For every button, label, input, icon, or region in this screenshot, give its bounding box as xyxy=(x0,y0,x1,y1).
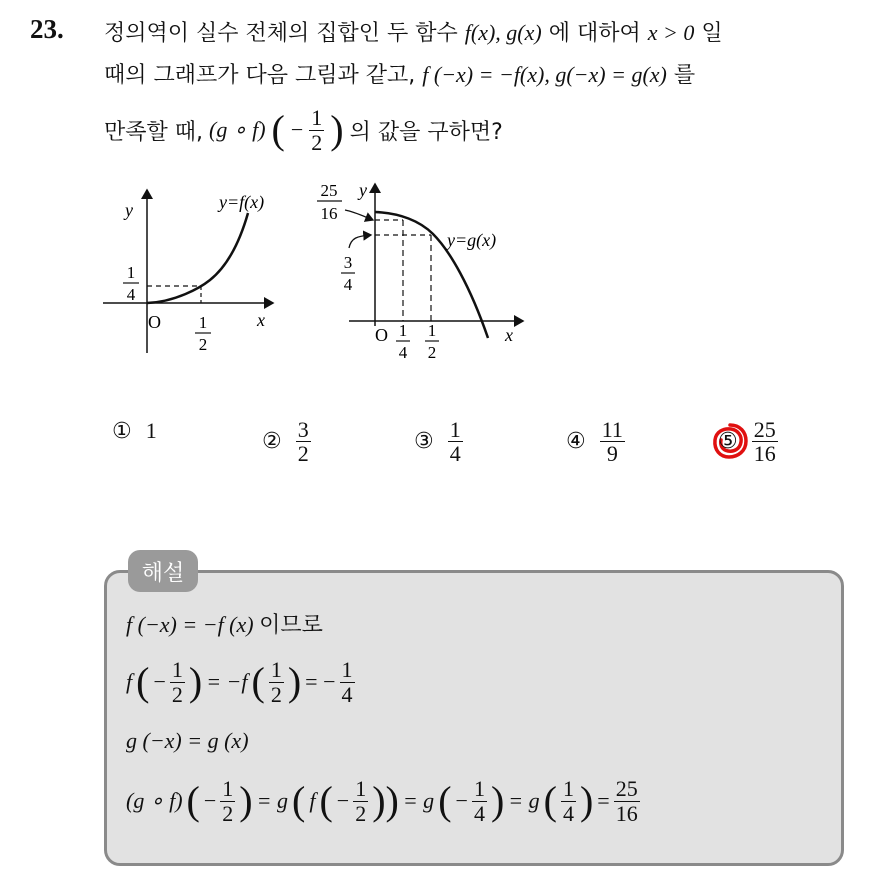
solution-term: − xyxy=(153,669,166,694)
paren-close: ) xyxy=(490,778,505,823)
question-text: 때의 그래프가 다음 그림과 같고, xyxy=(104,63,416,88)
y-mid-den: 4 xyxy=(343,275,353,294)
solution-term: − xyxy=(203,788,217,813)
question-text: 정의역이 실수 전체의 집합인 두 함수 xyxy=(104,21,458,46)
solution-fraction: $\frac{1}{4}$ xyxy=(562,776,574,826)
x-tick-den: 2 xyxy=(198,335,208,354)
question-text: 일 xyxy=(701,21,723,46)
paren-open: ( xyxy=(543,778,557,823)
x-tick2-num: 1 xyxy=(427,321,437,340)
paren-open: ( xyxy=(186,778,200,823)
solution-term: − xyxy=(336,788,350,813)
solution-line-3 xyxy=(126,728,249,754)
question-number: 23. xyxy=(30,14,64,44)
curve-label: y=g(x) xyxy=(447,230,497,250)
solution-term: = g xyxy=(508,788,540,813)
question-line-3 xyxy=(104,98,503,162)
solution-fraction: $\frac{1}{2}$ xyxy=(222,776,234,826)
paren-close: ) xyxy=(287,659,302,704)
choice-value: 1 xyxy=(145,418,157,443)
solution-expr: f (−x) = −f (x) xyxy=(126,612,254,637)
solution-term: f xyxy=(309,788,316,813)
y-mid-num: 3 xyxy=(343,253,353,272)
choice-1[interactable] xyxy=(112,418,157,444)
solution-term: = −f xyxy=(206,669,248,694)
y-label: y xyxy=(125,200,133,220)
solution-fraction: $\frac{1}{2}$ xyxy=(355,776,367,826)
graph-f xyxy=(95,178,295,368)
x-label: x xyxy=(257,310,265,330)
choice-3[interactable] xyxy=(414,418,463,465)
paren-open: ( xyxy=(438,778,452,823)
solution-term: − xyxy=(455,788,468,813)
solution-tab: 해설 xyxy=(128,550,198,592)
origin-label: O xyxy=(375,325,388,345)
solution-term: = − xyxy=(305,669,336,694)
paren-close: ) xyxy=(330,107,344,152)
x-tick1-num: 1 xyxy=(398,321,408,340)
solution-term: (g ∘ f) xyxy=(126,788,183,813)
question-fraction: $\frac{1}{2}$ xyxy=(311,105,323,155)
y-top-den: 16 xyxy=(320,204,338,223)
question-line-1 xyxy=(104,16,723,47)
solution-fraction: $\frac{1}{4}$ xyxy=(341,657,353,707)
question-equation: f (−x) = −f(x), g(−x) = g(x) xyxy=(422,62,667,87)
curve-label: y=f(x) xyxy=(219,192,265,212)
solution-fraction: $\frac{25}{16}$ xyxy=(615,776,638,826)
question-functions: f(x), g(x) xyxy=(464,20,542,45)
question-text: 의 값을 구하면? xyxy=(349,119,503,145)
y-label: y xyxy=(359,180,367,200)
question-text: 를 xyxy=(673,63,696,88)
solution-fraction: $\frac{1}{2}$ xyxy=(171,657,183,707)
f-curve xyxy=(147,213,248,303)
y-tick-den: 4 xyxy=(126,285,136,304)
choice-mark: ③ xyxy=(414,429,434,455)
paren-open: ( xyxy=(136,659,150,704)
pointer-arrow xyxy=(349,235,371,248)
solution-line-4 xyxy=(126,770,640,832)
x-tick2-den: 2 xyxy=(427,343,437,362)
choice-value: $\frac{1}{4}$ xyxy=(449,417,461,467)
solution-term: = g xyxy=(402,788,435,813)
paren-close: ) xyxy=(188,659,203,704)
solution-expr: g (−x) = g (x) xyxy=(126,728,249,753)
choice-mark: ⑤ xyxy=(718,429,738,455)
solution-term: = xyxy=(597,788,610,813)
choice-mark: ④ xyxy=(566,429,586,455)
pointer-arrow xyxy=(345,210,373,220)
choice-value: $\frac{25}{16}$ xyxy=(753,417,776,467)
solution-fraction: $\frac{1}{2}$ xyxy=(270,657,282,707)
question-text: 만족할 때, xyxy=(104,119,203,145)
solution-line-1 xyxy=(126,608,323,639)
choice-mark: ① xyxy=(112,418,132,444)
question-expression: (g ∘ f) xyxy=(209,117,266,142)
paren-open: ( xyxy=(251,659,265,704)
paren-close: ) xyxy=(579,778,594,823)
paren-open: ( xyxy=(271,107,285,152)
y-top-num: 25 xyxy=(320,181,338,200)
choice-value: $\frac{11}{9}$ xyxy=(601,417,623,467)
x-tick1-den: 4 xyxy=(398,343,408,362)
choice-mark: ② xyxy=(262,429,282,455)
x-label: x xyxy=(505,325,513,345)
choice-5[interactable] xyxy=(718,418,778,465)
origin-label: O xyxy=(148,312,161,332)
solution-term: f xyxy=(126,669,133,694)
paren-close: ) xyxy=(239,778,253,823)
paren-close: )) xyxy=(372,778,399,823)
question-condition: x > 0 xyxy=(647,20,695,45)
question-text: 에 대하여 xyxy=(548,21,641,46)
paren-open: ( xyxy=(291,778,306,823)
solution-fraction: $\frac{1}{4}$ xyxy=(473,776,485,826)
solution-line-2 xyxy=(126,652,355,712)
question-line-2 xyxy=(104,58,695,89)
solution-text: 이므로 xyxy=(259,613,323,638)
choice-2[interactable] xyxy=(262,418,311,465)
graph-g xyxy=(315,176,530,371)
paren-open: ( xyxy=(319,778,333,823)
question-sign: − xyxy=(290,117,304,142)
solution-term: = g xyxy=(256,788,288,813)
y-tick-num: 1 xyxy=(126,263,136,282)
choice-value: $\frac{3}{2}$ xyxy=(297,417,309,467)
x-tick-num: 1 xyxy=(198,313,208,332)
choice-4[interactable] xyxy=(566,418,625,465)
